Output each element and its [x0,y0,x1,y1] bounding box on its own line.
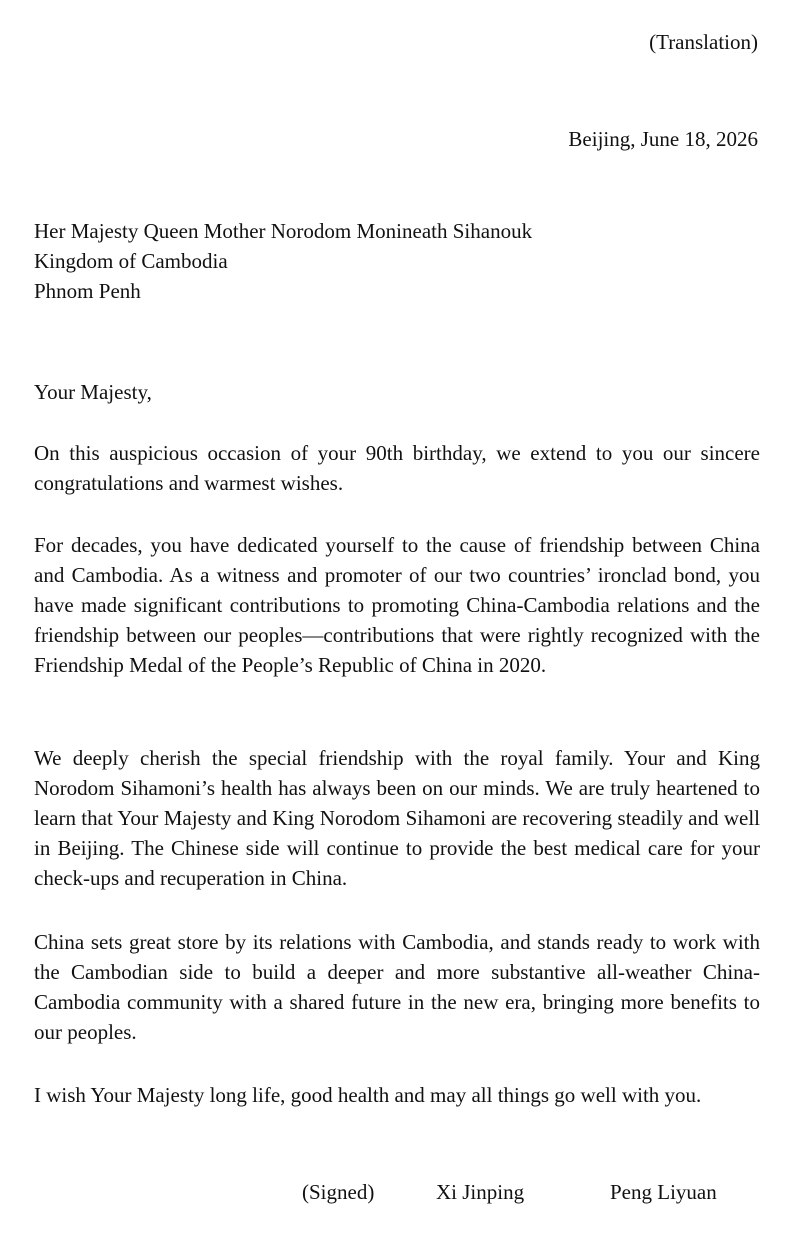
translation-note: (Translation) [649,30,758,54]
recipient-address [34,216,734,306]
body-paragraph-5: I wish Your Majesty long life, good health and may all things go well with you. [34,1083,702,1107]
recipient-city: Phnom Penh [34,279,141,303]
recipient-name: Her Majesty Queen Mother Norodom Monineath Sihanouk [34,219,533,243]
body-paragraph-4: China sets great store by its relations with Cambodia, and stands ready to work with the Cambodian side to build a deeper and more substantive all-weather China-Cambodia community with a shared future in the new era, bringing more benefits to our peoples. [34,930,760,1044]
signatory-peng-liyuan: Peng Liyuan [610,1180,717,1204]
recipient-country: Kingdom of Cambodia [34,249,228,273]
body-paragraph-3: We deeply cherish the special friendship with the royal family. Your and King Norodom Sihamoni’s health has always been on our minds. We are truly heartened to learn that Your Majesty and King Norodom Sihamoni are recovering steadily and well in Beijing. The Chinese side will continue to provide the best medical care for your check-ups and recuperation in China. [34,746,760,890]
body-paragraph-2: For decades, you have dedicated yourself to the cause of friendship between China and Cambodia. As a witness and promoter of our two countries’ ironclad bond, you have made significant contributions to promoting China-Cambodia relations and the friendship between our peoples—contributions that were rightly recognized with the Friendship Medal of the People’s Republic of China in 2020. [34,533,760,677]
signature-block [0,1177,800,1207]
salutation: Your Majesty, [34,380,152,404]
signatory-xi-jinping: Xi Jinping [436,1180,525,1204]
place-date: Beijing, June 18, 2026 [568,127,758,151]
signed-label: (Signed) [302,1180,375,1204]
body-paragraph-1: On this auspicious occasion of your 90th birthday, we extend to you our sincere congratulations and warmest wishes. [34,441,760,495]
